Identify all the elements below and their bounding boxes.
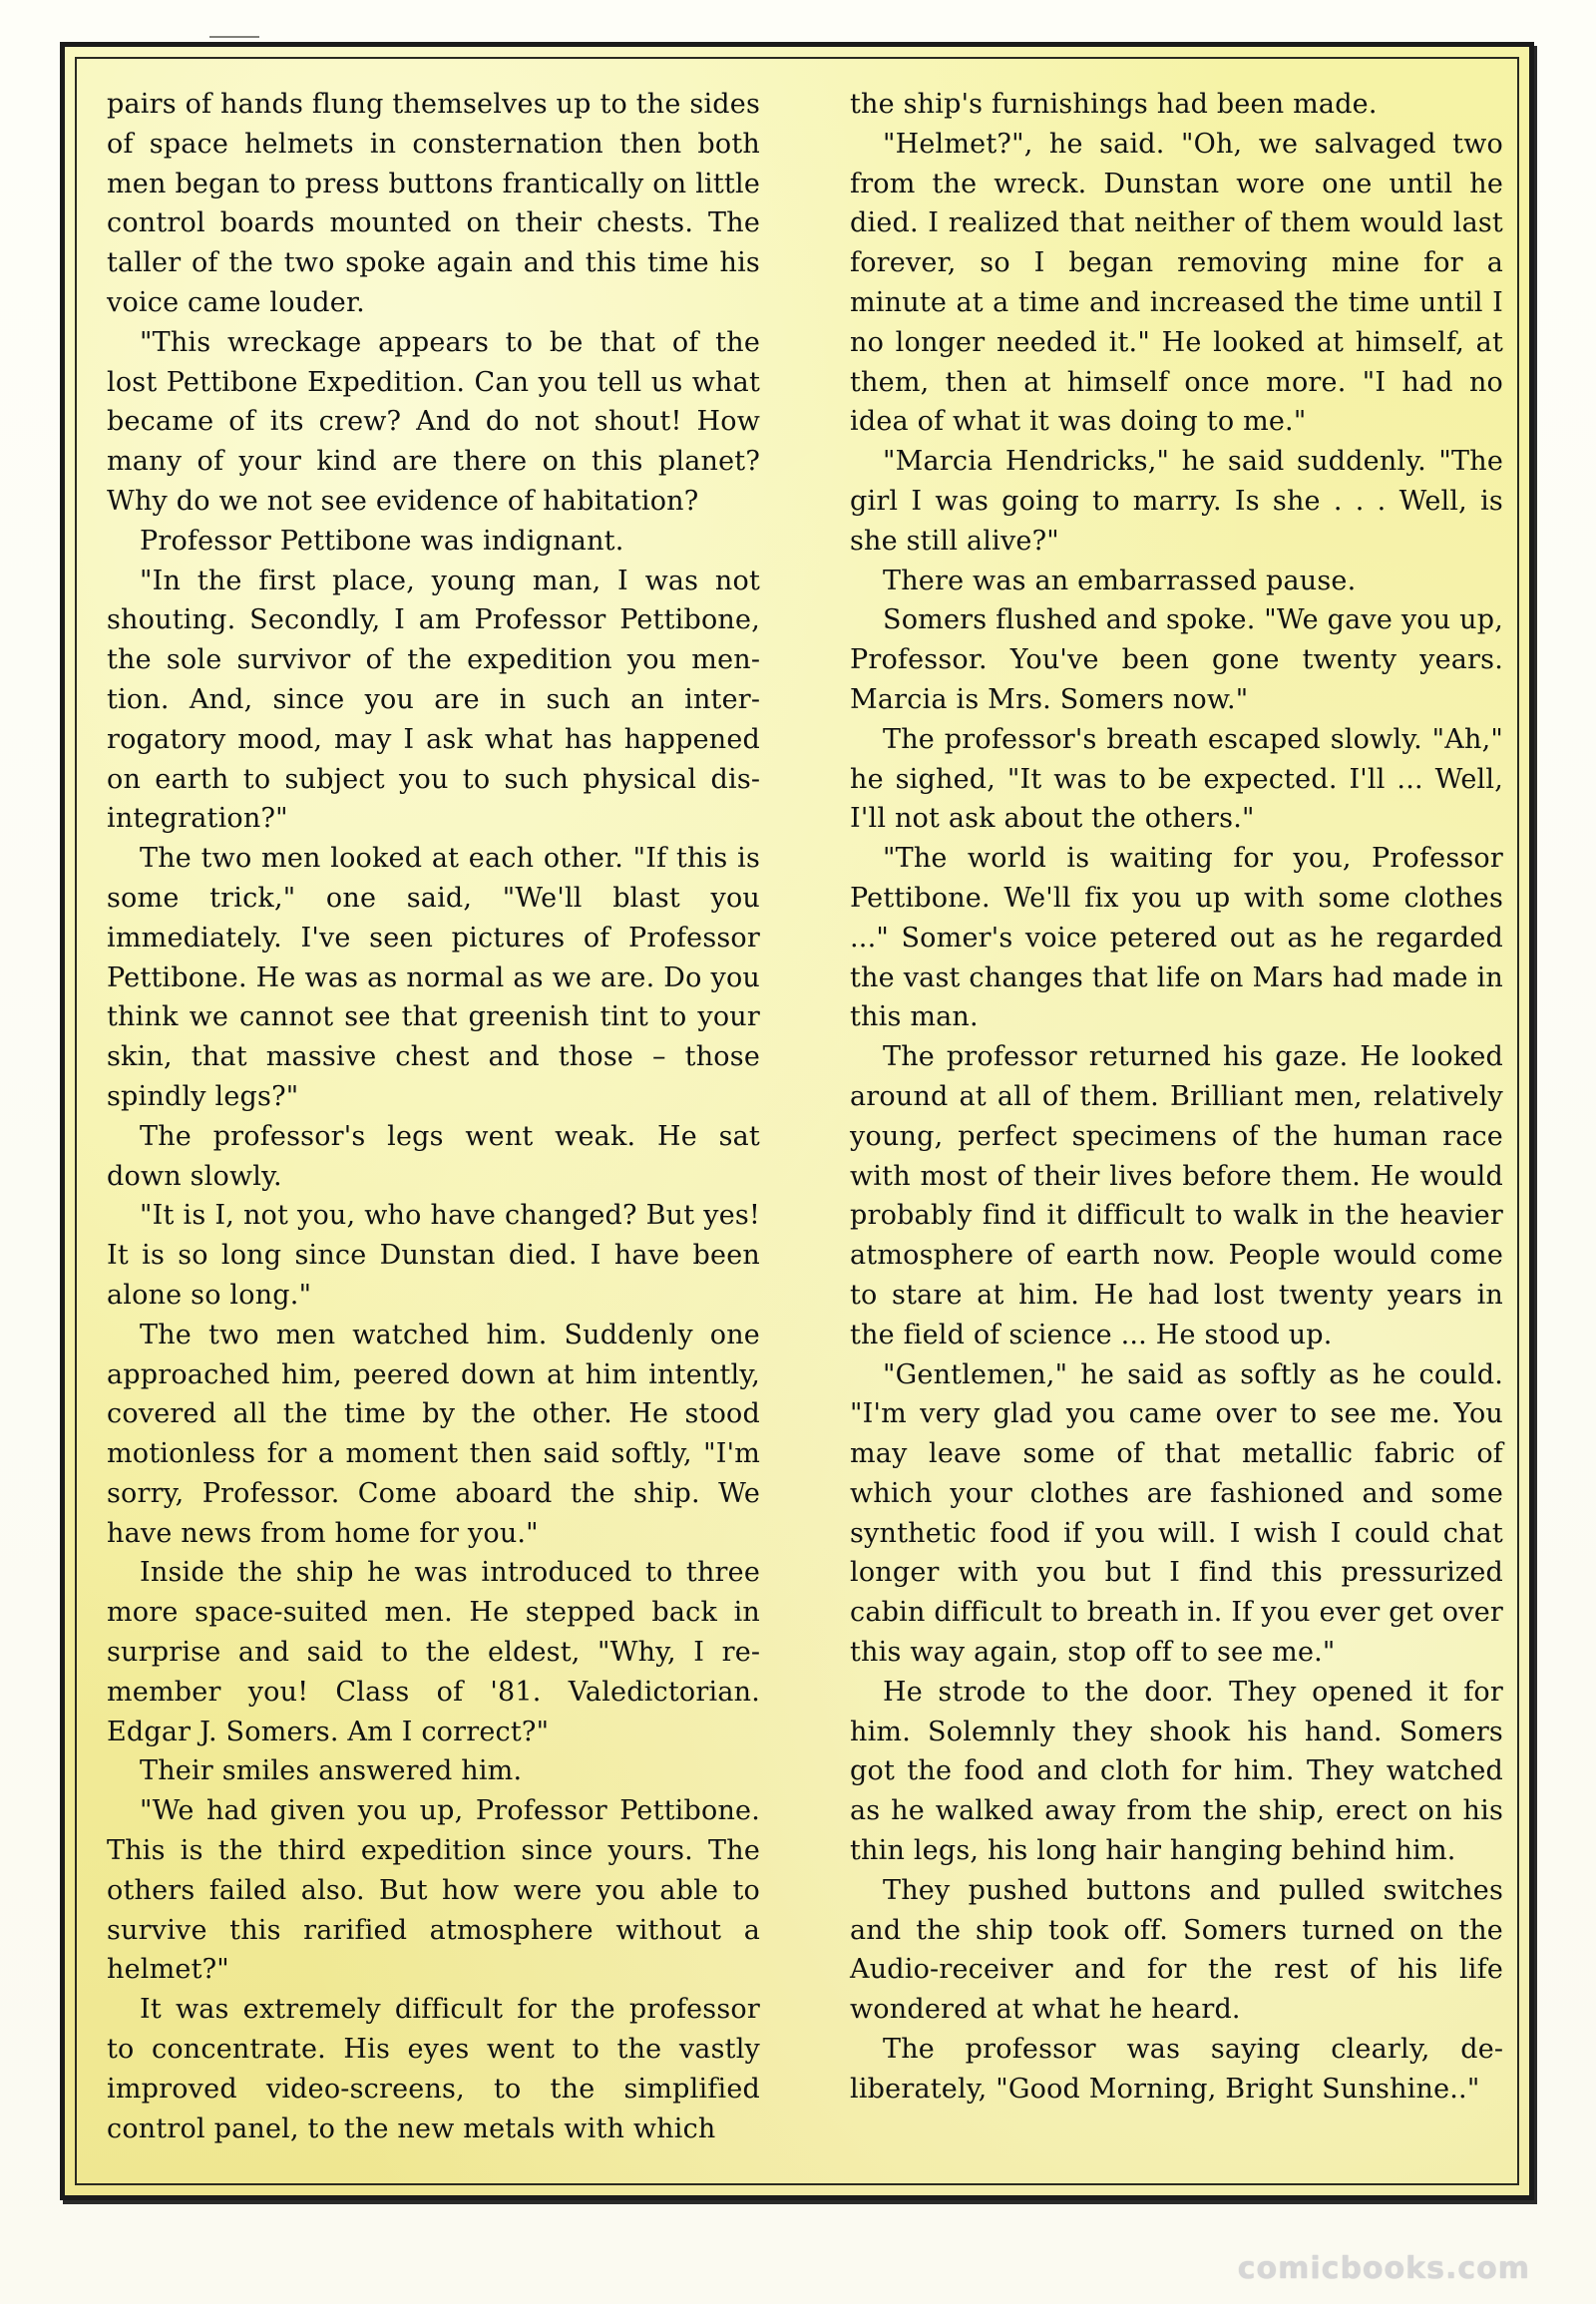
watermark: comicbooks.com xyxy=(1237,2251,1530,2286)
paragraph: Their smiles answered him. xyxy=(140,1755,523,1787)
paragraph: the ship's furnishings had been made. xyxy=(850,89,1378,120)
paragraph: "Gentlemen," he said as softly as he could. "I'm very glad you came over to see me. You may leave some of that metallic fabric of which your clothes are fashioned and some synthetic food if you will. I wish I could chat longer with you but I find this pressurized cabin difficult to breath in. If you ever get over this way again, stop off to see me." xyxy=(850,1358,1503,1669)
paragraph: "It is I, not you, who have changed? But yes! It is so long since Dunstan died. I have been alone so long." xyxy=(107,1200,760,1311)
paragraph: It was extremely difficult for the professor to concentrate. His eyes went to the vastly improved video-screens, to the simplified control panel, to the new metals with which xyxy=(107,1994,760,2144)
right-column xyxy=(850,85,1503,2110)
paragraph: "The world is waiting for you, Professor Pettibone. We'll fix you up with some clothes ..." Somer's voice petered out as he regarded the vast changes that life on Mars had made in this man. xyxy=(850,843,1503,1033)
paragraph: The professor returned his gaze. He looked around at all of them. Brilliant men, relatively young, perfect specimens of the human race with most of their lives before them. He would probably find it difficult to walk in the heavier atmosphere of earth now. People would come to stare at him. He had lost twenty years in the field of science ... He stood up. xyxy=(850,1041,1503,1350)
paragraph: The two men looked at each other. "If this is some trick," one said, "We'll blast you immediately. I've seen pictures of Professor Pettibone. He was as normal as we are. Do you think we cannot see that greenish tint to your skin, that massive chest and those – those spindly legs?" xyxy=(107,843,760,1112)
paragraph: "In the first place, young man, I was not shouting. Secondly, I am Professor Pettibone, the sole survivor of the expedition you mention. And, since you are in such an interrogatory mood, may I ask what has happened on earth to subject you to such physical disintegration?" xyxy=(107,565,760,835)
paragraph: "We had given you up, Professor Pettibone. This is the third expedition since yours. The others failed also. But how were you able to survive this rarified atmosphere without a helmet?" xyxy=(107,1795,760,1986)
paragraph: "Marcia Hendricks," he said suddenly. "The girl I was going to marry. Is she . . . Well, is she still alive?" xyxy=(850,446,1503,557)
paragraph: The professor's legs went weak. He sat down slowly. xyxy=(107,1120,760,1192)
paragraph: The two men watched him. Suddenly one approached him, peered down at him intently, covered all the time by the other. He stood motionless for a moment then said softly, "I'm sorry, Professor. Come aboard the ship. We have news from home for you." xyxy=(107,1319,760,1549)
paragraph: He strode to the door. They opened it for him. Solemnly they shook his hand. Somers got the food and cloth for him. They watched as he walked away from the ship, erect on his thin legs, his long hair hanging behind him. xyxy=(850,1676,1503,1867)
paragraph: pairs of hands flung themselves up to the sides of space helmets in consternation then both men began to press buttons frantically on little control boards mounted on their chests. The taller of the two spoke again and this time his voice came louder. xyxy=(107,89,760,318)
paragraph: There was an embarrassed pause. xyxy=(883,565,1357,596)
left-column xyxy=(107,85,760,2148)
paragraph: "This wreckage appears to be that of the lost Pettibone Expedition. Can you tell us what became of its crew? And do not shout! How many of your kind are there on this planet? Why do we not see evidence of habitation? xyxy=(107,326,760,517)
paragraph: "Helmet?", he said. "Oh, we salvaged two from the wreck. Dunstan wore one until he died. I realized that neither of them would last forever, so I began removing mine for a minute at a time and increased the time until I no longer needed it." He looked at himself, at them, then at himself once more. "I had no idea of what it was doing to me." xyxy=(850,128,1503,438)
paragraph: The professor's breath escaped slowly. "Ah," he sighed, "It was to be expected. I'll ... Well, I'll not ask about the others." xyxy=(850,723,1503,835)
scan-mark xyxy=(209,36,259,38)
paragraph: Professor Pettibone was indignant. xyxy=(140,525,624,557)
paragraph: Somers flushed and spoke. "We gave you up, Professor. You've been gone twenty years. Marcia is Mrs. Somers now." xyxy=(850,604,1503,715)
paragraph: Inside the ship he was introduced to three more space-suited men. He stepped back in surprise and said to the eldest, "Why, I remember you! Class of '81. Valedictorian. Edgar J. Somers. Am I correct?" xyxy=(107,1557,760,1747)
text-panel xyxy=(60,42,1534,2200)
paragraph: The professor was saying clearly, deliberately, "Good Morning, Bright Sunshine.." xyxy=(850,2034,1503,2105)
paragraph: They pushed buttons and pulled switches and the ship took off. Somers turned on the Audio-receiver and for the rest of his life wondered at what he heard. xyxy=(850,1874,1503,2026)
